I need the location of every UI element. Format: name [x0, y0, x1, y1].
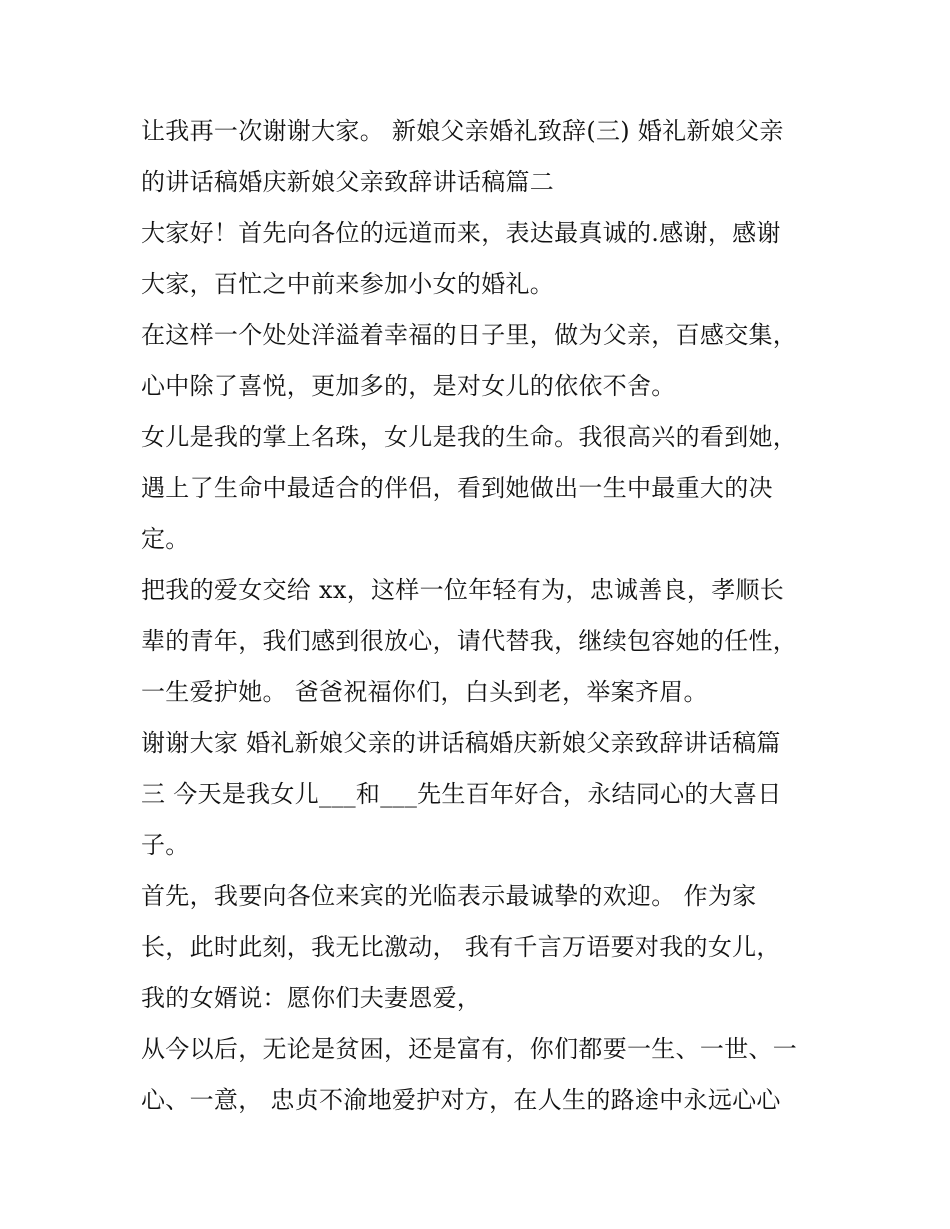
text-line: 子。 [141, 831, 190, 859]
text-line: 大家好！首先向各位的远道而来，表达最真诚的.感谢，感谢 [141, 219, 781, 247]
text-line: 三 今天是我女儿___和___先生百年好合，永结同心的大喜日 [141, 780, 782, 808]
text-line: 心中除了喜悦，更加多的，是对女儿的依依不舍。 [141, 372, 676, 400]
text-line: 的讲话稿婚庆新娘父亲致辞讲话稿篇二 [141, 168, 555, 196]
text-line: 让我再一次谢谢大家。 新娘父亲婚礼致辞(三) 婚礼新娘父亲 [141, 117, 784, 145]
text-line: 遇上了生命中最适合的伴侣，看到她做出一生中最重大的决 [141, 474, 773, 502]
text-line: 一生爱护她。 爸爸祝福你们，白头到老，举案齐眉。 [141, 678, 708, 706]
text-line: 在这样一个处处洋溢着幸福的日子里，做为父亲，百感交集， [141, 321, 798, 349]
text-line: 我的女婿说：愿你们夫妻恩爱， [141, 984, 482, 1012]
document-body [141, 106, 821, 1126]
text-line: 把我的爱女交给 xx，这样一位年轻有为，忠诚善良，孝顺长 [141, 576, 785, 604]
text-line: 女儿是我的掌上名珠，女儿是我的生命。我很高兴的看到她， [141, 423, 798, 451]
text-line: 心、一意， 忠贞不渝地爱护对方，在人生的路途中永远心心 [141, 1086, 781, 1114]
text-line: 从今以后，无论是贫困，还是富有，你们都要一生、一世、一 [141, 1035, 798, 1063]
text-line: 辈的青年，我们感到很放心，请代替我，继续包容她的任性， [141, 627, 798, 655]
text-line: 长，此时此刻，我无比激动， 我有千言万语要对我的女儿， [141, 933, 781, 961]
text-line: 首先，我要向各位来宾的光临表示最诚挚的欢迎。 作为家 [141, 882, 757, 910]
text-line: 谢谢大家 婚礼新娘父亲的讲话稿婚庆新娘父亲致辞讲话稿篇 [141, 729, 781, 757]
text-line: 大家，百忙之中前来参加小女的婚礼。 [141, 270, 555, 298]
text-line: 定。 [141, 525, 190, 553]
